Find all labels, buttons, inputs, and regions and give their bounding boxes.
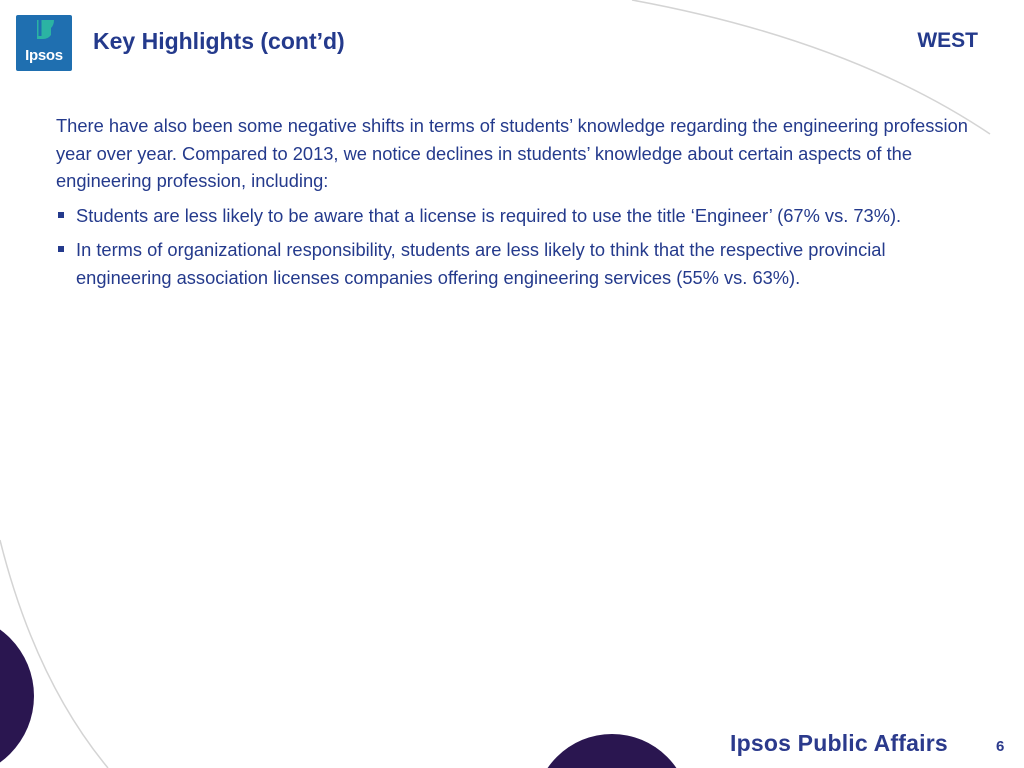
footer-brand: Ipsos Public Affairs (730, 730, 948, 756)
square-bullet-icon (58, 212, 64, 218)
bullet-item (56, 236, 986, 291)
bullet-list (56, 202, 986, 292)
region-label: WEST (917, 29, 978, 52)
ipsos-logo (16, 15, 72, 71)
bullet-text: In terms of organizational responsibility, students are less likely to think that the respective provincial engineering association licenses companies offering engineering services (55% vs. 63%). (76, 239, 886, 288)
square-bullet-icon (58, 246, 64, 252)
intro-paragraph: There have also been some negative shifts in terms of students’ knowledge regarding the engineering profession year over year. Compared to 2013, we notice declines in students’ knowledge about certain aspects of the engineering profession, including: (56, 115, 968, 191)
page-title: Key Highlights (cont’d) (93, 28, 345, 54)
content-body (56, 112, 986, 298)
decorative-circle-bottom (534, 734, 690, 768)
decorative-circle-left (0, 614, 34, 768)
page-number: 6 (996, 738, 1005, 755)
bullet-item (56, 202, 986, 230)
logo-text: Ipsos (25, 47, 63, 64)
bullet-text: Students are less likely to be aware that a license is required to use the title ‘Engineer’ (67% vs. 73%). (76, 204, 902, 226)
